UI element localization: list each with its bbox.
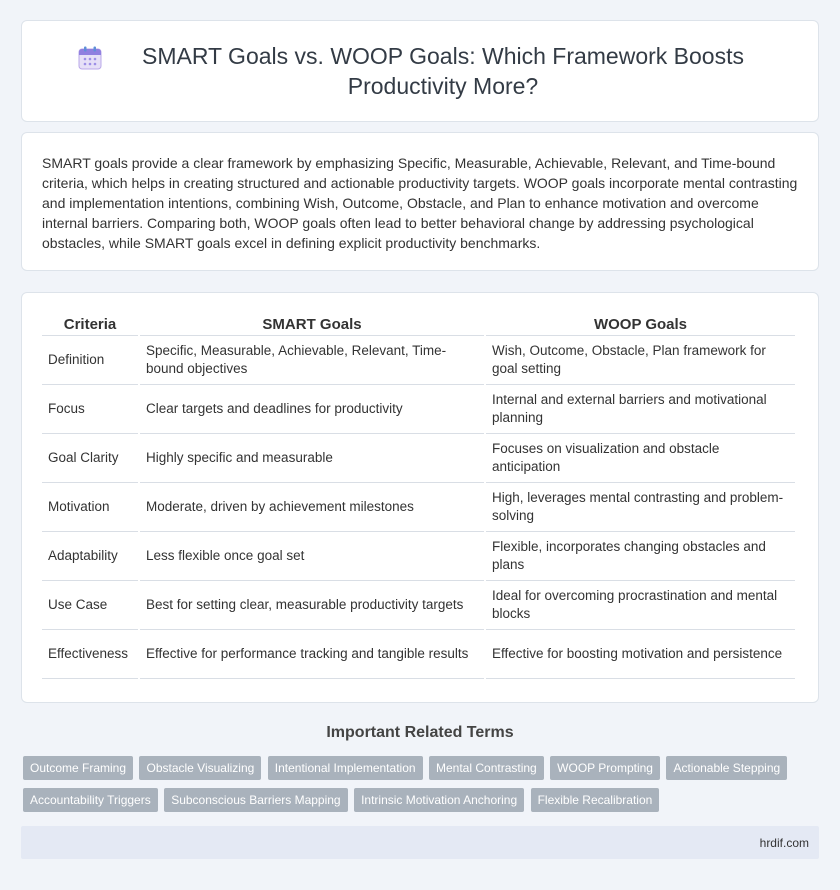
calendar-icon xyxy=(77,45,103,71)
woop-cell: High, leverages mental contrasting and problem-solving xyxy=(486,483,795,532)
criteria-cell: Motivation xyxy=(42,483,138,532)
related-terms-tags xyxy=(23,756,823,820)
related-term-tag[interactable]: Actionable Stepping xyxy=(666,756,787,780)
woop-cell: Effective for boosting motivation and persistence xyxy=(486,630,795,679)
title-wrap xyxy=(22,41,818,101)
related-term-tag[interactable]: Mental Contrasting xyxy=(429,756,544,780)
criteria-cell: Goal Clarity xyxy=(42,434,138,483)
table-row xyxy=(42,385,795,434)
table-row xyxy=(42,630,795,679)
smart-cell: Less flexible once goal set xyxy=(140,532,484,581)
smart-cell: Specific, Measurable, Achievable, Relevant, Time-bound objectives xyxy=(140,336,484,385)
related-term-tag[interactable]: Flexible Recalibration xyxy=(531,788,660,812)
criteria-cell: Definition xyxy=(42,336,138,385)
related-term-tag[interactable]: Intentional Implementation xyxy=(268,756,423,780)
smart-cell: Moderate, driven by achievement milestones xyxy=(140,483,484,532)
smart-cell: Clear targets and deadlines for productivity xyxy=(140,385,484,434)
table-row xyxy=(42,336,795,385)
header-smart: SMART Goals xyxy=(140,310,484,336)
related-term-tag[interactable]: Subconscious Barriers Mapping xyxy=(164,788,347,812)
woop-cell: Internal and external barriers and motivational planning xyxy=(486,385,795,434)
title-card xyxy=(21,20,819,122)
related-term-tag[interactable]: Obstacle Visualizing xyxy=(139,756,261,780)
header-woop: WOOP Goals xyxy=(486,310,795,336)
footer-bar xyxy=(21,826,819,859)
related-term-tag[interactable]: WOOP Prompting xyxy=(550,756,660,780)
criteria-cell: Effectiveness xyxy=(42,630,138,679)
smart-cell: Highly specific and measurable xyxy=(140,434,484,483)
woop-cell: Focuses on visualization and obstacle anticipation xyxy=(486,434,795,483)
table-row xyxy=(42,532,795,581)
table-row xyxy=(42,581,795,630)
footer-site-link[interactable]: hrdif.com xyxy=(759,835,809,850)
related-term-tag[interactable]: Outcome Framing xyxy=(23,756,133,780)
woop-cell: Ideal for overcoming procrastination and mental blocks xyxy=(486,581,795,630)
page-title: SMART Goals vs. WOOP Goals: Which Framework Boosts Productivity More? xyxy=(142,43,744,99)
related-terms-heading: Important Related Terms xyxy=(326,724,514,741)
comparison-table-card xyxy=(21,292,819,703)
smart-cell: Best for setting clear, measurable productivity targets xyxy=(140,581,484,630)
intro-card xyxy=(21,132,819,271)
criteria-cell: Use Case xyxy=(42,581,138,630)
smart-cell: Effective for performance tracking and tangible results xyxy=(140,630,484,679)
intro-paragraph: SMART goals provide a clear framework by emphasizing Specific, Measurable, Achievable, Relevant, and Time-bound criteria, which helps in creating structured and actionable productivity targets. WOOP goals incorporate mental contrasting and implementation intentions, combining Wish, Outcome, Obstacle, and Plan to enhance motivation and overcome internal barriers. Comparing both, WOOP goals often lead to better behavioral change by addressing psychological obstacles, while SMART goals excel in defining explicit productivity benchmarks. xyxy=(42,155,798,251)
header-criteria: Criteria xyxy=(42,310,138,336)
related-term-tag[interactable]: Intrinsic Motivation Anchoring xyxy=(354,788,524,812)
related-term-tag[interactable]: Accountability Triggers xyxy=(23,788,158,812)
comparison-table xyxy=(40,310,797,679)
criteria-cell: Focus xyxy=(42,385,138,434)
table-header-row xyxy=(42,310,795,336)
table-row xyxy=(42,434,795,483)
woop-cell: Wish, Outcome, Obstacle, Plan framework for goal setting xyxy=(486,336,795,385)
criteria-cell: Adaptability xyxy=(42,532,138,581)
woop-cell: Flexible, incorporates changing obstacles and plans xyxy=(486,532,795,581)
table-row xyxy=(42,483,795,532)
